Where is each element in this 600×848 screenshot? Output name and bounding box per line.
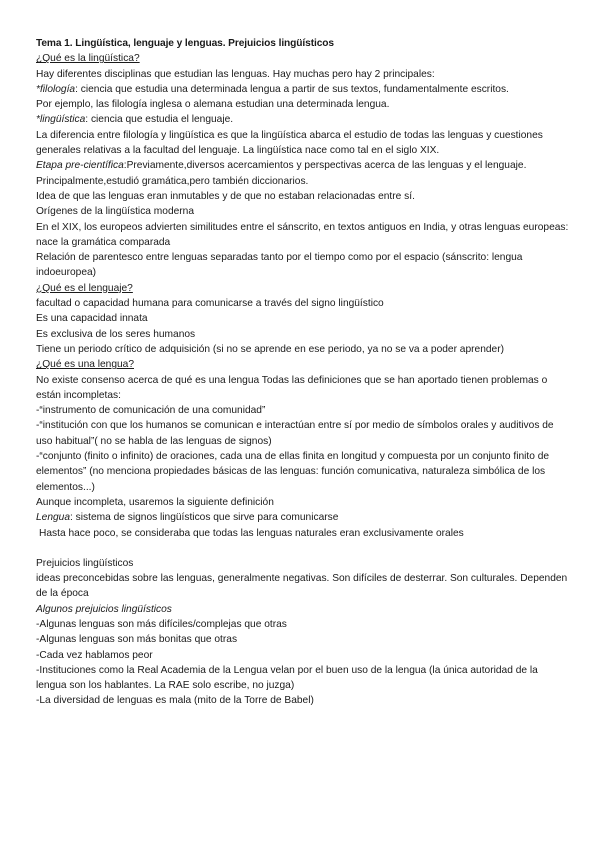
paragraph: ideas preconcebidas sobre las lenguas, generalmente negativas. Son difíciles de desterrar. Son culturales. Dependen de la época (36, 573, 568, 600)
section-heading-linguistica: ¿Qué es la lingüística? (36, 53, 140, 65)
paragraph: Aunque incompleta, usaremos la siguiente definición (36, 496, 274, 508)
definition-text: : ciencia que estudia una determinada lengua a partir de sus textos, fundamentalmente escritos. (75, 83, 509, 95)
paragraph: Es una capacidad innata (36, 313, 148, 325)
paragraph: facultad o capacidad humana para comunicarse a través del signo lingüístico (36, 298, 384, 310)
paragraph: Principalmente,estudió gramática,pero también diccionarios. (36, 175, 309, 187)
definition-text: : ciencia que estudia el lenguaje. (85, 114, 234, 126)
paragraph: Hasta hace poco, se consideraba que todas las lenguas naturales eran exclusivamente orales (39, 527, 464, 539)
list-item: -“institución con que los humanos se comunican e interactúan entre sí por medio de símbolos orales y auditivos de uso habitual”( no se habla de las lenguas de signos) (36, 420, 554, 447)
definition-linguistica (36, 112, 570, 127)
definition-etapa (36, 158, 570, 173)
paragraph: Orígenes de la lingüística moderna (36, 206, 194, 218)
definition-text: :Previamente,diversos acercamientos y perspectivas acerca de las lenguas y el lenguaje. (123, 160, 527, 172)
paragraph: Idea de que las lenguas eran inmutables y de que no estaban relacionadas entre sí. (36, 190, 415, 202)
paragraph: Tiene un periodo crítico de adquisición (si no se aprende en ese periodo, ya no se va a poder aprender) (36, 343, 504, 355)
list-item: -Algunas lenguas son más difíciles/complejas que otras (36, 618, 287, 630)
subheading-prejuicios: Algunos prejuicios lingüísticos (36, 603, 172, 615)
paragraph: No existe consenso acerca de qué es una lengua Todas las definiciones que se han aportado tienen problemas o están incompletas: (36, 374, 548, 401)
paragraph: Por ejemplo, las filología inglesa o alemana estudian una determinada lengua. (36, 99, 390, 111)
paragraph: Hay diferentes disciplinas que estudian las lenguas. Hay muchas pero hay 2 principales: (36, 68, 435, 80)
list-item: -Algunas lenguas son más bonitas que otras (36, 634, 238, 646)
definition-filologia (36, 82, 570, 97)
paragraph: Es exclusiva de los seres humanos (36, 328, 196, 340)
section-heading-lenguaje: ¿Qué es el lenguaje? (36, 282, 133, 294)
document-body (36, 36, 570, 709)
list-item: -“instrumento de comunicación de una comunidad” (36, 405, 266, 417)
term-linguistica: *lingüística (36, 114, 86, 126)
list-item: -Instituciones como la Real Academia de la Lengua velan por el buen uso de la lengua (la única autoridad de la lengua son los hablantes. La RAE solo escribe, no juzga) (36, 664, 538, 692)
list-item: -“conjunto (finito o infinito) de oraciones, cada una de ellas finita en longitud y compuesta por un conjunto finito de elementos” (no menciona propiedades básicas de las lenguas: función comunicativa, naturaleza simbólica de los elementos...) (36, 451, 550, 493)
paragraph: En el XIX, los europeos advierten similitudes entre el sánscrito, en textos antiguos en India, y otras lenguas europeas: nace la gramática comparada (36, 221, 569, 248)
term-etapa: Etapa pre-científica (36, 160, 124, 172)
spacer (36, 541, 570, 556)
definition-lengua (36, 510, 570, 525)
definition-text: : sistema de signos lingüísticos que sirve para comunicarse (70, 512, 339, 524)
section-heading-prejuicios: Prejuicios lingüísticos (36, 557, 134, 569)
list-item: -Cada vez hablamos peor (36, 649, 153, 661)
term-filologia: *filología (36, 83, 76, 95)
paragraph: La diferencia entre filología y lingüística es que la lingüística abarca el estudio de todas las lenguas y cuestiones generales relativas a la facultad del lenguaje. La lingüística nace como tal en el siglo XIX. (36, 129, 543, 157)
page-title: Tema 1. Lingüística, lenguaje y lenguas. Prejuicios lingüísticos (36, 38, 334, 49)
section-heading-lengua: ¿Qué es una lengua? (36, 359, 134, 371)
list-item: -La diversidad de lenguas es mala (mito de la Torre de Babel) (36, 695, 314, 707)
paragraph: Relación de parentesco entre lenguas separadas tanto por el tiempo como por el espacio (sánscrito: lengua indoeuropea) (36, 252, 523, 279)
term-lengua: Lengua (36, 512, 70, 524)
